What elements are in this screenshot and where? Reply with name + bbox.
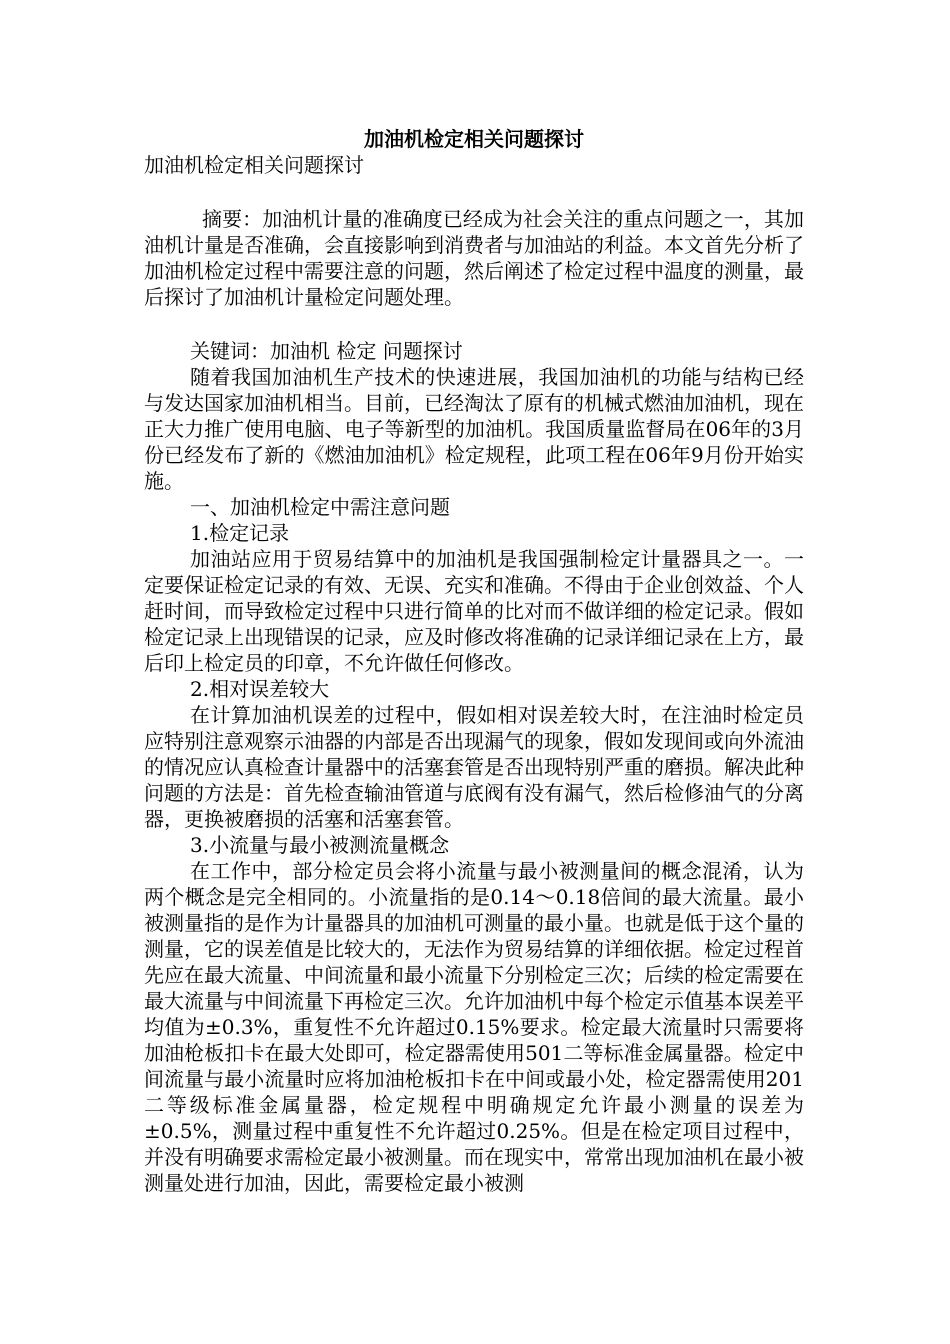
- document-page: [144, 126, 804, 1196]
- document-subtitle: 加油机检定相关问题探讨: [144, 153, 364, 177]
- body-paragraph-1: 加油站应用于贸易结算中的加油机是我国强制检定计量器具之一。一定要保证检定记录的有效、无误、充实和准确。不得由于企业创效益、个人赶时间，而导致检定过程中只进行简单的比对而不做详细的检定记录。假如检定记录上出现错误的记录，应及时修改将准确的记录详细记录在上方，最后印上检定员的印章，不允许做任何修改。: [144, 547, 804, 675]
- body-paragraph-2: 在计算加油机误差的过程中，假如相对误差较大时，在注油时检定员应特别注意观察示油器的内部是否出现漏气的现象，假如发现间或向外流油的情况应认真检查计量器中的活塞套管是否出现特别严重的磨损。解决此种问题的方法是：首先检查输油管道与底阀有没有漏气，然后检修油气的分离器，更换被磨损的活塞和活塞套管。: [144, 703, 804, 831]
- subheading-1: 1.检定记录: [190, 521, 290, 545]
- intro-paragraph: 随着我国加油机生产技术的快速进展，我国加油机的功能与结构已经与发达国家加油机相当。目前，已经淘汰了原有的机械式燃油加油机，现在正大力推广使用电脑、电子等新型的加油机。我国质量监督局在06年的3月份已经发布了新的《燃油加油机》检定规程，此项工程在06年9月份开始实施。: [144, 365, 804, 493]
- keywords-line: 关键词：加油机 检定 问题探讨: [190, 339, 463, 363]
- abstract-paragraph: 摘要：加油机计量的准确度已经成为社会关注的重点问题之一，其加油机计量是否准确，会直接影响到消费者与加油站的利益。本文首先分析了加油机检定过程中需要注意的问题，然后阐述了检定过程中温度的测量，最后探讨了加油机计量检定问题处理。: [144, 207, 804, 309]
- subheading-2: 2.相对误差较大: [190, 677, 330, 701]
- subheading-3: 3.小流量与最小被测流量概念: [190, 833, 450, 857]
- document-title: 加油机检定相关问题探讨: [364, 127, 584, 151]
- body-paragraph-3: 在工作中，部分检定员会将小流量与最小被测量间的概念混淆，认为两个概念是完全相同的。小流量指的是0.14～0.18倍间的最大流量。最小被测量指的是作为计量器具的加油机可测量的最小量。也就是低于这个量的测量，它的误差值是比较大的，无法作为贸易结算的详细依据。检定过程首先应在最大流量、中间流量和最小流量下分别检定三次；后续的检定需要在最大流量与中间流量下再检定三次。允许加油机中每个检定示值基本误差平均值为±0.3%，重复性不允许超过0.15%要求。检定最大流量时只需要将加油枪板扣卡在最大处即可，检定器需使用501二等标准金属量器。检定中间流量与最小流量时应将加油枪板扣卡在中间或最小处，检定器需使用201二等级标准金属量器，检定规程中明确规定允许最小测量的误差为±0.5%，测量过程中重复性不允许超过0.25%。但是在检定项目过程中，并没有明确要求需检定最小被测量。而在现实中，常常出现加油机在最小被测量处进行加油，因此，需要检定最小被测: [144, 859, 804, 1195]
- section-heading-1: 一、加油机检定中需注意问题: [190, 495, 450, 519]
